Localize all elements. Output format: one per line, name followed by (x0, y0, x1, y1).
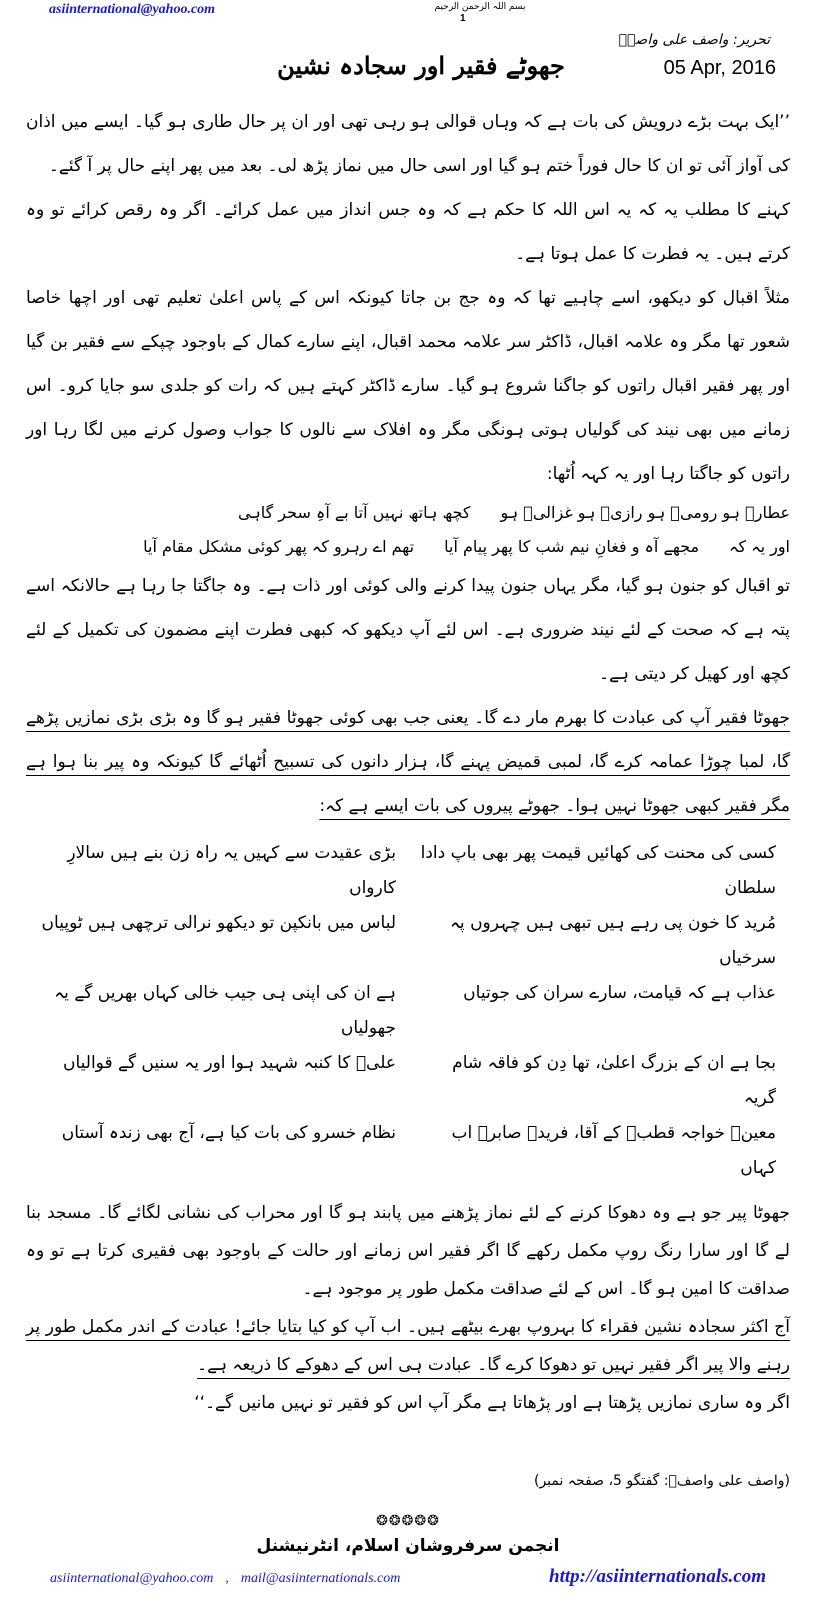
poem-row (40, 1046, 776, 1116)
article-title: جھوٹے فقیر اور سجادہ نشین (277, 51, 565, 80)
verse-a-line-2: کچھ ہاتھ نہیں آتا بے آہِ سحر گاہی (238, 503, 471, 522)
verse-a (26, 496, 790, 530)
star-divider-icon: ❂❂❂❂❂ (376, 1513, 440, 1529)
page-header (26, 0, 790, 100)
poem-row (40, 1116, 776, 1186)
poem-row (40, 836, 776, 906)
paragraph-7-rest: اگر وہ ساری نمازیں پڑھتا ہے اور پڑھاتا ہے مگر آپ اس کو فقیر تو نہیں مانیں گے۔‘‘ (194, 1393, 790, 1413)
poem-row (40, 906, 776, 976)
closing-line (26, 1384, 790, 1500)
poem-line-right: کسی کی محنت کی کھائیں قیمت پھر بھی باپ دادا سلطان (420, 843, 776, 898)
footer-email-1[interactable]: asiinternational@yahoo.com (50, 1571, 214, 1586)
header-email-link[interactable]: asiinternational@yahoo.com (49, 2, 216, 17)
verse-b-line-1: مجھے آہ و فغانِ نیم شب کا پھر پیام آیا (444, 537, 700, 556)
poem-line-left: لباس میں بانکپن تو دیکھو نرالی ترچھی ہیں ٹوپیاں (41, 913, 396, 933)
author-byline: تحریر: واصف علی واصفؒ (618, 32, 770, 48)
page-footer (26, 1510, 790, 1604)
footer-website-link[interactable]: http://asiinternationals.com (549, 1566, 766, 1587)
bismillah-text: بسم اللہ الرحمن الرحیم (434, 2, 526, 12)
paragraph-6: جھوٹا پیر جو ہے وہ دھوکا کرنے کے لئے نماز پڑھنے میں پابند ہو گا اور محراب کی نشانی لگائے گا۔ مسجد بنا لے گا اور سارا رنگ روپ مکمل رکھے گا اگر فقیر اس زمانے اور حالت کے باوجود بھی فقیری کرتا ہے تو وہ صداقت کا امین ہو گا۔ اس کے لئے صداقت مکمل طور پر موجود ہے۔ (26, 1203, 790, 1299)
paragraph-3: مثلاً اقبال کو دیکھو، اسے چاہیے تھا کہ وہ جج بن جاتا کیونکہ اس کے پاس اعلیٰ تعلیم تھی اور اچھا خاصا شعور تھا مگر وہ علامہ اقبال، ڈاکٹر سر علامہ محمد اقبال، اپنے سارے کمال کے باوجود چپکے سے فقیر بن گیا اور پھر فقیر اقبال راتوں کو جاگنا شروع ہو گیا۔ سارے ڈاکٹر کہتے ہیں کہ رات کو جلدی سو جایا کرو۔ اس زمانے میں بھی نیند کی گولیاں ہوتی ہونگی مگر وہ افلاک سے نالوں کا جواب وصول کرنے میں لگا رہا اور راتوں کو جاگتا رہا اور یہ کہہ اُٹھا: (26, 288, 790, 484)
poem-line-right: معینؒ خواجہ قطبؒ کے آقا، فریدؒ صابرؒ اب کہاں (451, 1123, 776, 1178)
footer-links (26, 1560, 790, 1604)
footer-emails (50, 1571, 400, 1587)
poem-line-left: علیؑ کا کنبہ شہید ہوا اور یہ سنیں گے قوالیاں (62, 1053, 396, 1073)
footer-email-2[interactable]: mail@asiinternationals.com (240, 1571, 401, 1586)
verse-b (26, 530, 790, 564)
verse-b-lead: اور یہ کہ (729, 537, 790, 556)
paragraph-2: کہنے کا مطلب یہ کہ یہ اس اللہ کا حکم ہے کہ وہ جس انداز میں عمل کرائے۔ اگر وہ رقص کرائے تو وہ کرتے ہیں۔ یہ فطرت کا عمل ہوتا ہے۔ (26, 200, 790, 264)
citation: (واصف علی واصفؒ: گفتگو 5، صفحہ نمبر) (534, 1473, 790, 1489)
poem (40, 836, 776, 1186)
paragraph-7-underlined: آج اکثر سجادہ نشین فقراء کا بہروپ بھرے بیٹھے ہیں۔ اب آپ کو کیا بتایا جائے! عبادت کے اندر مکمل طور پر رہنے والا پیر اگر فقیر نہیں تو دھوکا کرے گا۔ عبادت ہی اس کے دھوکے کا ذریعہ ہے۔ (26, 1317, 790, 1375)
paragraph-4: تو اقبال کو جنون ہو گیا، مگر یہاں جنون پیدا کرنے والی کوئی اور ذات ہے۔ وہ جاگتا جا رہا ہے حالانکہ اسے پتہ ہے کہ صحت کے لئے نیند ضروری ہے۔ اس لئے آپ دیکھو کہ کبھی فطرت اپنے مضمون کی تکمیل کے لئے کچھ اور کھیل کر دیتی ہے۔ (26, 576, 790, 684)
poem-line-right: عذاب ہے کہ قیامت، سارے سران کی جوتیاں (463, 983, 776, 1003)
verse-b-line-2: تھم اے رہرو کہ پھر کوئی مشکل مقام آیا (143, 537, 415, 556)
paragraph-5: جھوٹا فقیر آپ کی عبادت کا بھرم مار دے گا۔ یعنی جب بھی کوئی جھوٹا فقیر ہو گا وہ بڑی بڑی نمازیں پڑھے گا، لمبا چوڑا عمامہ کرے گا، لمبی قمیض پہنے گا، ہزار دانوں کی تسبیح اُٹھائے گا کیونکہ وہ پیر بنا ہوا ہے مگر فقیر کبھی جھوٹا نہیں ہوا۔ جھوٹے پیروں کی بات ایسے ہے کہ: (26, 708, 790, 816)
paragraph-7 (26, 1308, 790, 1384)
organization-name: انجمن سرفروشان اسلام، انٹرنیشنل (256, 1536, 560, 1556)
inline-verses (26, 496, 790, 564)
poem-line-left: ہے ان کی اپنی ہی جیب خالی کہاں بھریں گے یہ جھولیاں (54, 983, 396, 1038)
verse-a-line-1: عطارؒ ہو رومیؒ ہو رازیؒ ہو غزالیؒ ہو (500, 503, 790, 522)
poem-line-left: نظام خسرو کی بات کیا ہے، آج بھی زندہ آستاں (61, 1123, 396, 1143)
poem-row (40, 976, 776, 1046)
page-number: 1 (460, 13, 466, 24)
footer-email-separator: , (225, 1571, 229, 1586)
poem-line-right: مُرید کا خون پی رہے ہیں تبھی ہیں چہروں پہ سرخیاں (449, 913, 776, 968)
poem-line-left: بڑی عقیدت سے کہیں یہ راہ زن بنے ہیں سالارِ کارواں (67, 843, 396, 898)
publish-date: 05 Apr, 2016 (663, 57, 776, 79)
poem-line-right: بجا ہے ان کے بزرگ اعلیٰ، تھا دِن کو فاقہ شام گریہ (452, 1053, 776, 1108)
paragraph-1: ’’ایک بہت بڑے درویش کی بات ہے کہ وہاں قوالی ہو رہی تھی اور ان پر حال طاری ہو گیا۔ ایسے میں اذان کی آواز آئی تو ان کا حال فوراً ختم ہو گیا اور اسی حال میں نماز پڑھ لی۔ بعد میں پھر اپنے حال پر آ گئے۔ (26, 112, 790, 176)
